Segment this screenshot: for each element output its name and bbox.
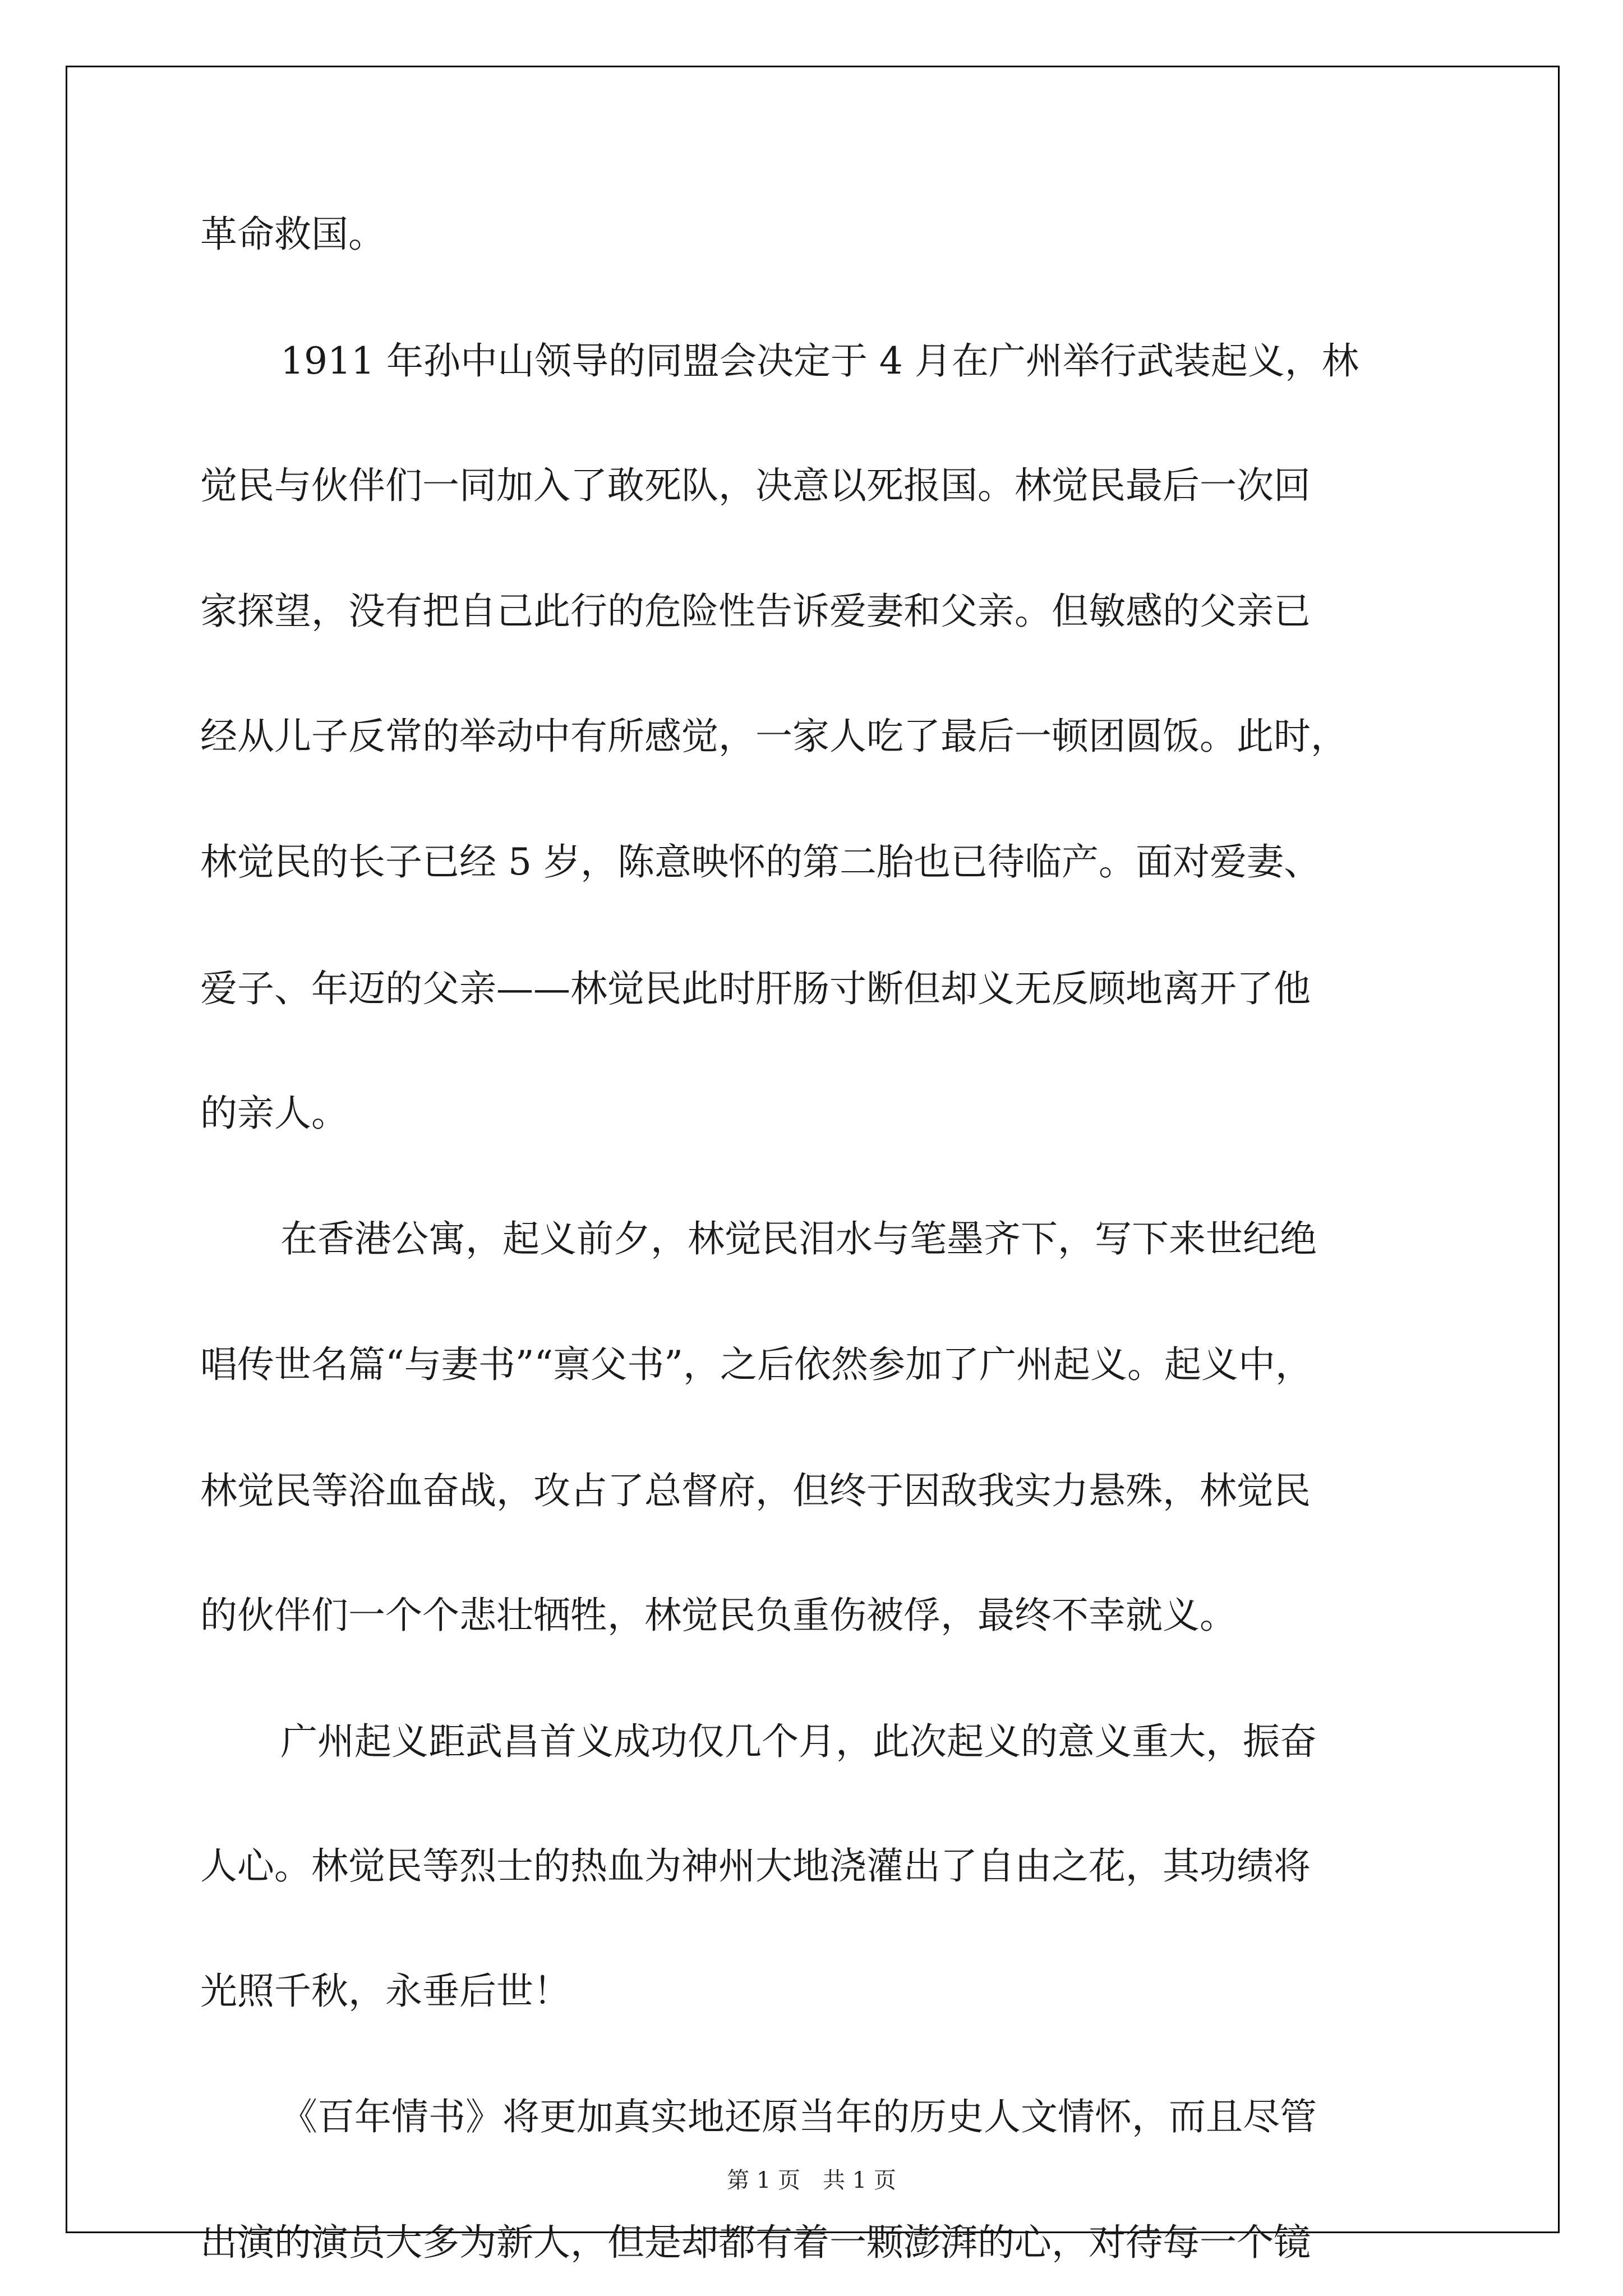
text-line: 唱传世名篇“与妻书”“禀父书”，之后依然参加了广州起义。起义中， [200, 1343, 1312, 1386]
text-line: 家探望，没有把自己此行的危险性告诉爱妻和父亲。但敏感的父亲已 [200, 590, 1311, 633]
text-line: 爱子、年迈的父亲——林觉民此时肝肠寸断但却义无反顾地离开了他 [200, 967, 1311, 1010]
text-line: 在香港公寓，起义前夕，林觉民泪水与笔墨齐下，写下来世纪绝 [280, 1217, 1317, 1260]
text-line: 的伙伴们一个个悲壮牺牲，林觉民负重伤被俘，最终不幸就义。 [200, 1594, 1237, 1637]
text-line: 出演的演员大多为新人，但是却都有着一颗澎湃的心，对待每一个镜 [200, 2221, 1311, 2264]
page-border [66, 66, 1560, 2233]
text-line: 人心。林觉民等烈士的热血为神州大地浇灌出了自由之花，其功绩将 [200, 1844, 1311, 1888]
text-line: 广州起义距武昌首义成功仅几个月，此次起义的意义重大，振奋 [280, 1720, 1317, 1763]
text-line: 《百年情书》将更加真实地还原当年的历史人文情怀，而且尽管 [280, 2095, 1317, 2138]
text-line: 光照千秋，永垂后世！ [200, 1970, 570, 2013]
text-line: 林觉民等浴血奋战，攻占了总督府，但终于因敌我实力悬殊，林觉民 [200, 1469, 1311, 1512]
text-line: 林觉民的长子已经 5 岁，陈意映怀的第二胎也已待临产。面对爱妻、 [200, 840, 1321, 884]
text-line: 觉民与伙伴们一同加入了敢死队，决意以死报国。林觉民最后一次回 [200, 464, 1311, 507]
page-footer: 第 1 页 共 1 页 [727, 2168, 896, 2193]
text-line: 的亲人。 [200, 1092, 348, 1135]
text-line: 1911 年孙中山领导的同盟会决定于 4 月在广州举行武装起义，林 [280, 339, 1359, 383]
text-line: 革命救国。 [200, 213, 385, 256]
text-line: 经从儿子反常的举动中有所感觉，一家人吃了最后一顿团圆饭。此时， [200, 715, 1348, 758]
